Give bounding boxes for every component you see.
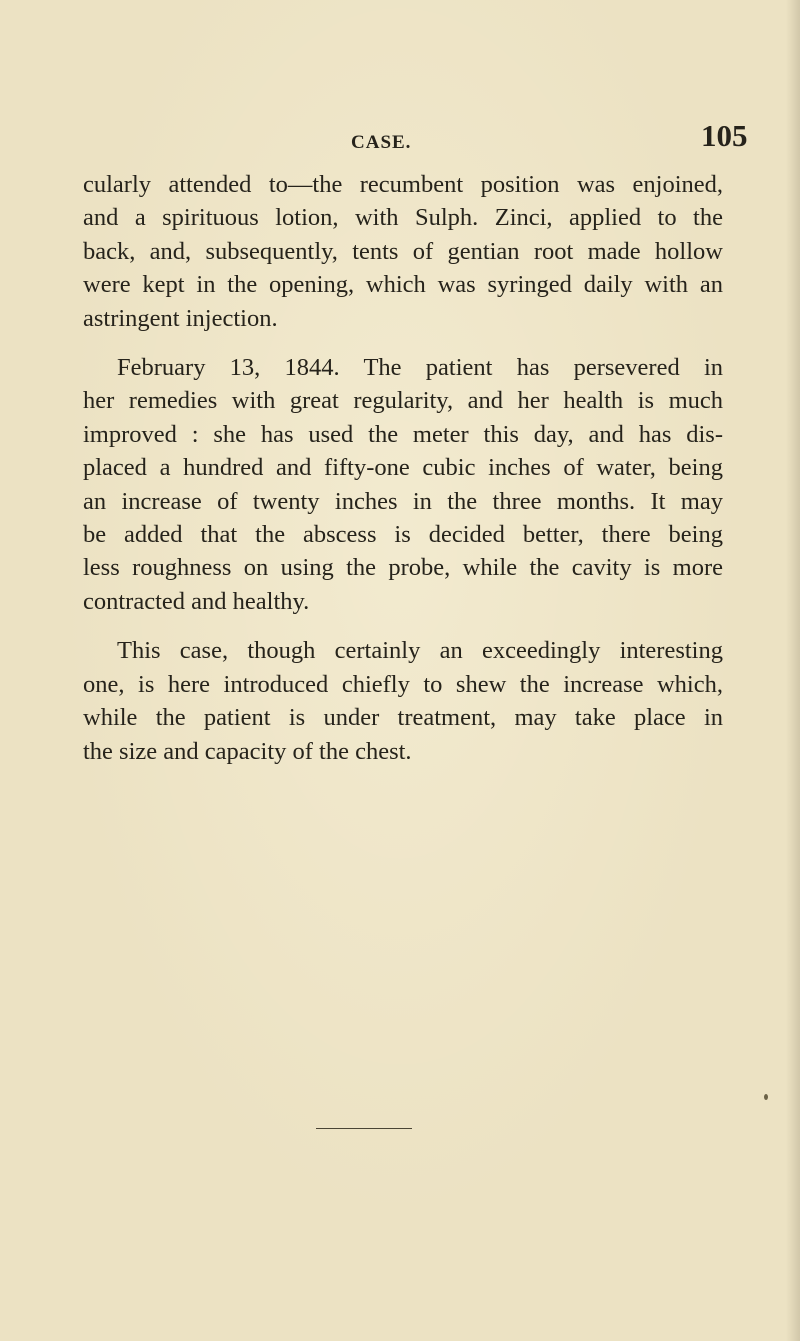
text-line: less roughness on using the probe, while the cavity is more <box>83 554 723 582</box>
text-line: improved : she has used the meter this day, and has dis- <box>83 420 723 448</box>
text-line: February 13, 1844. The patient has persevered in <box>117 354 723 382</box>
end-rule <box>316 1128 412 1129</box>
text-line: were kept in the opening, which was syringed daily with an <box>83 271 723 299</box>
text-line: placed a hundred and fifty-one cubic inches of water, being <box>83 454 723 482</box>
paragraph-3 <box>83 634 723 768</box>
page-header <box>0 118 800 158</box>
ink-speck <box>764 1094 768 1100</box>
page-number: 105 <box>701 118 748 153</box>
text-line: one, is here introduced chiefly to shew the increase which, <box>83 670 723 698</box>
text-line: and a spirituous lotion, with Sulph. Zinci, applied to the <box>83 204 723 232</box>
text-line: astringent injection. <box>83 304 278 332</box>
text-line: back, and, subsequently, tents of gentian root made hollow <box>83 237 723 265</box>
text-line: This case, though certainly an exceedingly interesting <box>117 637 723 665</box>
paragraph-2 <box>83 351 723 618</box>
text-line: an increase of twenty inches in the three months. It may <box>83 487 723 515</box>
body-text <box>83 168 723 768</box>
text-line: cularly attended to—the recumbent position was enjoined, <box>83 171 723 198</box>
text-line: contracted and healthy. <box>83 587 310 615</box>
text-line: be added that the abscess is decided better, there being <box>83 521 723 549</box>
paragraph-1 <box>83 168 723 335</box>
text-line: her remedies with great regularity, and her health is much <box>83 387 723 415</box>
text-line: the size and capacity of the chest. <box>83 737 412 765</box>
text-line: while the patient is under treatment, may take place in <box>83 704 723 732</box>
running-head: CASE. <box>351 132 412 153</box>
page-edge-shadow <box>786 0 800 1341</box>
